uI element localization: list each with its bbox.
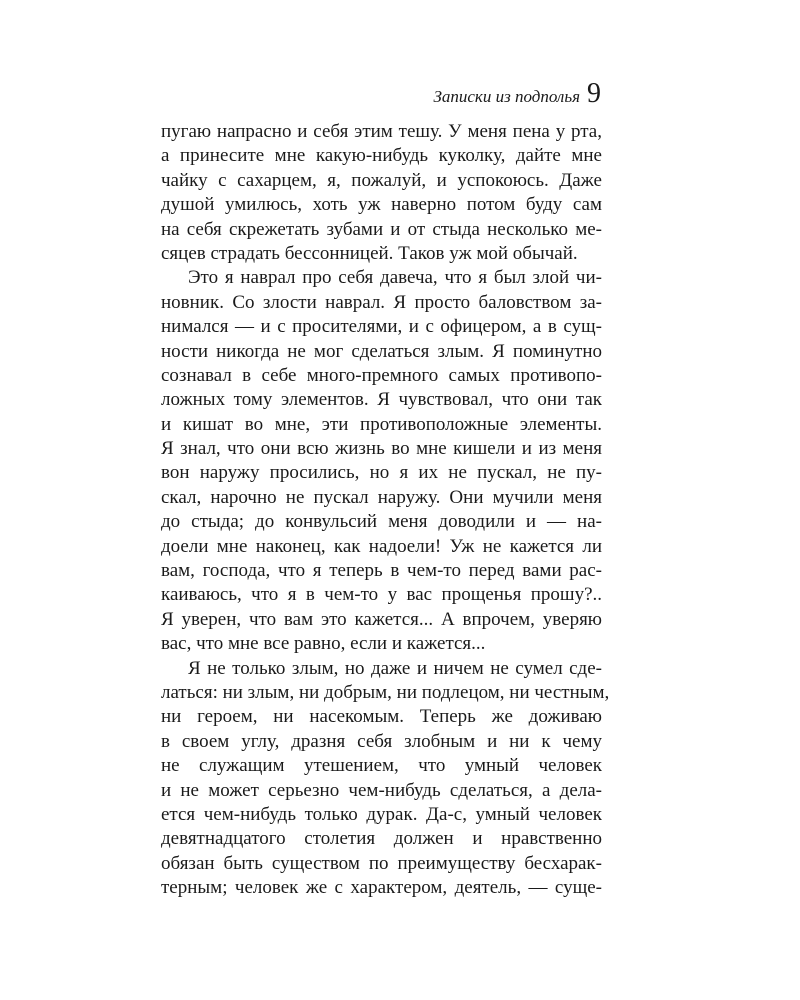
page-number: 9 (587, 78, 601, 109)
text-line: ложных тому элементов. Я чувствовал, что они так (161, 389, 602, 411)
text-line: сознавал в себе много-премного самых противопо- (161, 364, 602, 386)
text-line: терным; человек же с характером, деятель, — суще- (161, 877, 602, 899)
text-line: ни героем, ни насекомым. Теперь же доживаю (161, 706, 602, 728)
text-line: до стыда; до конвульсий меня доводили и — на- (161, 511, 602, 533)
text-line: девятнадцатого столетия должен и нравственно (161, 828, 602, 850)
body-text (161, 120, 610, 901)
text-line: душой умилюсь, хоть уж наверно потом буду сам (161, 194, 602, 216)
text-line: ности никогда не мог сделаться злым. Я поминутно (161, 340, 602, 362)
text-line: Я уверен, что вам это кажется... А впрочем, уверяю (161, 608, 602, 630)
running-title: Записки из подполья (433, 87, 580, 106)
running-header (433, 80, 601, 108)
text-line: скал, нарочно не пускал наружу. Они мучили меня (161, 486, 602, 508)
text-line: ется чем-нибудь только дурак. Да-с, умный человек (161, 803, 602, 825)
text-line: новник. Со злости наврал. Я просто баловством за- (161, 291, 602, 313)
text-line: вам, господа, что я теперь в чем-то перед вами рас- (161, 560, 602, 582)
text-line: Это я наврал про себя давеча, что я был злой чи- (188, 267, 602, 289)
text-line: чайку с сахарцем, я, пожалуй, и успокоюсь. Даже (161, 169, 602, 191)
text-line: вас, что мне все равно, если и кажется... (161, 633, 486, 655)
text-line: не служащим утешением, что умный человек (161, 755, 602, 777)
text-line: на себя скрежетать зубами и от стыда несколько ме- (161, 218, 602, 240)
text-line: каиваюсь, что я в чем-то у вас прощенья прошу?.. (161, 584, 602, 606)
text-line: вон наружу просились, но я их не пускал, не пу- (161, 462, 602, 484)
text-line: доели мне наконец, как надоели! Уж не кажется ли (161, 535, 602, 557)
text-line: Я не только злым, но даже и ничем не сумел сде- (188, 657, 602, 679)
text-line: сяцев страдать бессонницей. Таков уж мой обычай. (161, 242, 578, 264)
text-line: в своем углу, дразня себя злобным и ни к чему (161, 730, 602, 752)
text-line: обязан быть существом по преимуществу бесхарак- (161, 852, 602, 874)
text-line: нимался — и с просителями, и с офицером, а в сущ- (161, 316, 602, 338)
text-line: а принесите мне какую-нибудь куколку, дайте мне (161, 145, 602, 167)
text-line: Я знал, что они всю жизнь во мне кишели и из меня (161, 438, 602, 460)
text-line: и не может серьезно чем-нибудь сделаться, а дела- (161, 779, 602, 801)
text-line: и кишат во мне, эти противоположные элементы. (161, 413, 602, 435)
text-line: латься: ни злым, ни добрым, ни подлецом, ни честным, (161, 681, 610, 703)
text-line: пугаю напрасно и себя этим тешу. У меня пена у рта, (161, 121, 602, 142)
